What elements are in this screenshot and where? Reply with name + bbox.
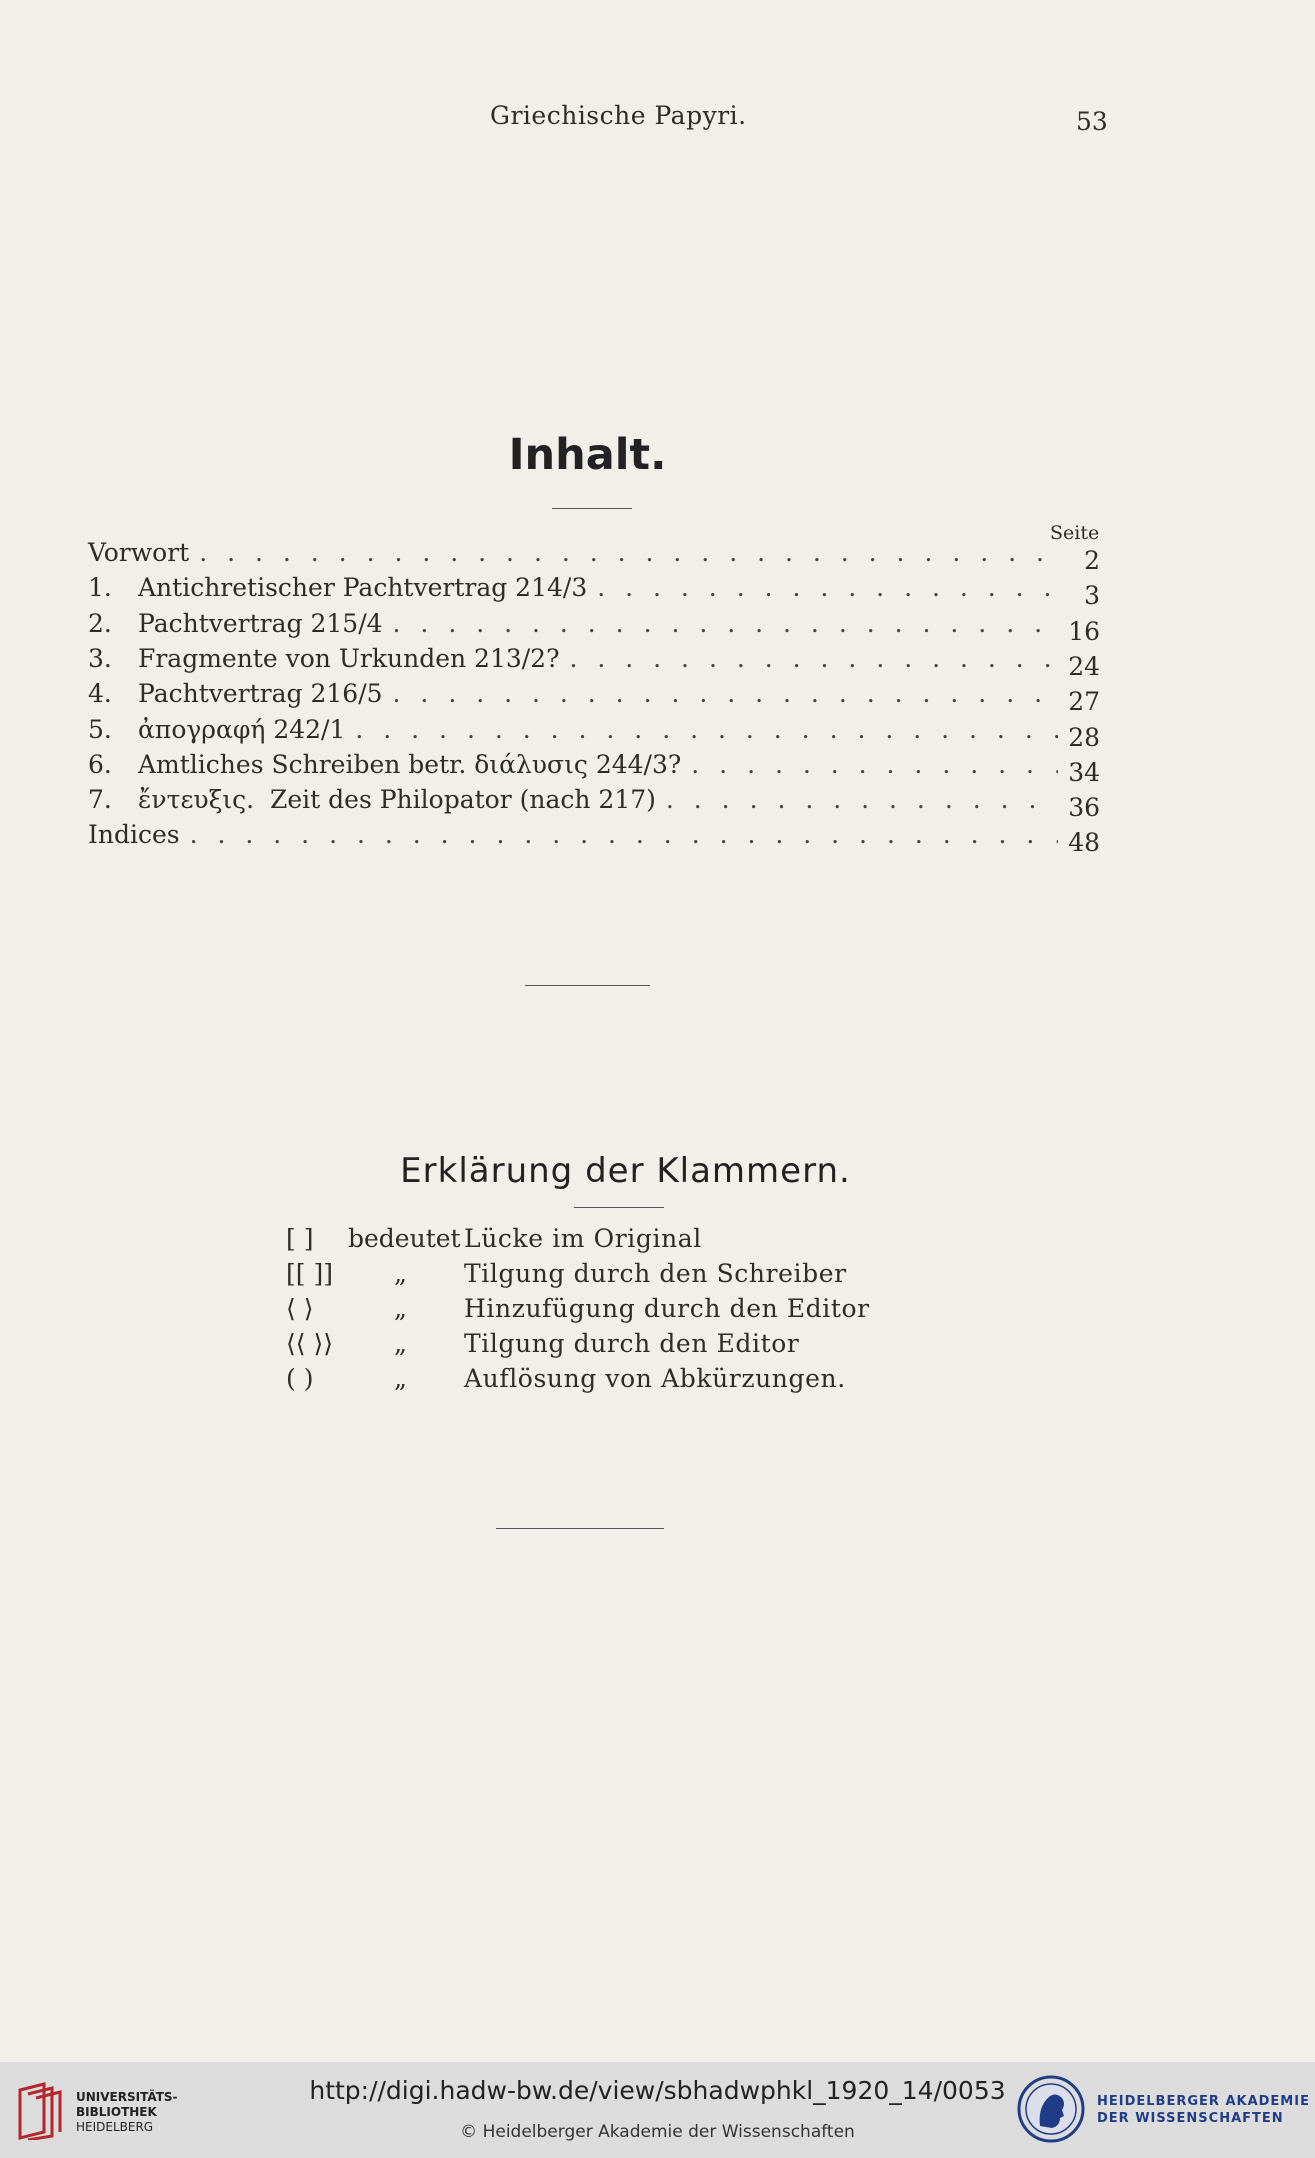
legend-verb: bedeutet <box>348 1224 461 1253</box>
academy-name-line: DER WISSENSCHAFTEN <box>1097 2111 1284 2126</box>
leader-dots <box>355 715 1058 744</box>
toc-entry <box>88 715 1100 752</box>
toc-entry-title: Antichretischer Pachtvertrag 214/3 <box>138 573 588 602</box>
ditto-mark: „ <box>394 1364 407 1393</box>
legend-row <box>286 1364 886 1399</box>
toc-entry-page: 27 <box>1068 687 1100 716</box>
ditto-mark: „ <box>394 1259 407 1288</box>
toc-entry-number: 2. <box>88 609 112 638</box>
leader-dots <box>597 573 1058 602</box>
toc-entry-title: ἔντευξις. Zeit des Philopator (nach 217) <box>138 785 656 814</box>
toc-entry-page: 2 <box>1084 546 1100 575</box>
toc-entry-title: Indices <box>88 820 180 849</box>
toc-entry-page: 34 <box>1068 758 1100 787</box>
toc-entry-title: ἀπογραφή 242/1 <box>138 715 346 744</box>
page-column-label: Seite <box>1050 522 1100 544</box>
library-name-line: HEIDELBERG <box>76 2120 154 2134</box>
page-number: 53 <box>1076 107 1108 136</box>
ditto-mark: „ <box>394 1329 407 1358</box>
leader-dots <box>691 750 1058 779</box>
toc-entry-number: 5. <box>88 715 112 744</box>
legend-description: Hinzufügung durch den Editor <box>464 1294 870 1323</box>
toc-entry <box>88 750 1100 787</box>
legend-description: Lücke im Original <box>464 1224 702 1253</box>
legend-description: Tilgung durch den Editor <box>464 1329 800 1358</box>
legend-row <box>286 1259 886 1294</box>
toc-entry <box>88 538 1100 575</box>
toc-entry-page: 24 <box>1068 652 1100 681</box>
toc-entry-number: 3. <box>88 644 112 673</box>
toc-entry-page: 3 <box>1084 581 1100 610</box>
toc-entry <box>88 820 1100 857</box>
leader-dots <box>199 538 1058 567</box>
heading-rule <box>574 1207 664 1208</box>
toc-entry-number: 6. <box>88 750 112 779</box>
academy-seal-icon <box>1016 2074 1086 2144</box>
toc-entry-title: Vorwort <box>88 538 190 567</box>
leader-dots <box>393 609 1058 638</box>
leader-dots <box>393 679 1058 708</box>
legend-row <box>286 1294 886 1329</box>
toc-entry <box>88 609 1100 646</box>
toc-entry-page: 48 <box>1068 828 1100 857</box>
toc-entry-title: Pachtvertrag 216/5 <box>138 679 383 708</box>
viewer-footer <box>0 2062 1315 2158</box>
library-name-line: BIBLIOTHEK <box>76 2105 157 2119</box>
toc-entry <box>88 573 1100 610</box>
bracket-symbol: ⟨ ⟩ <box>286 1294 314 1323</box>
bracket-symbol: ( ) <box>286 1364 314 1393</box>
ditto-mark: „ <box>394 1294 407 1323</box>
legend-description: Auflösung von Abkürzungen. <box>464 1364 846 1393</box>
toc-entry <box>88 679 1100 716</box>
permalink-url[interactable]: http://digi.hadw-bw.de/view/sbhadwphkl_1920_14/0053 <box>309 2076 1006 2105</box>
toc-entry-title: Pachtvertrag 215/4 <box>138 609 383 638</box>
toc-entry-title: Amtliches Schreiben betr. διάλυσις 244/3? <box>138 750 682 779</box>
legend-row <box>286 1329 886 1364</box>
legend-description: Tilgung durch den Schreiber <box>464 1259 847 1288</box>
contents-heading: Inhalt. <box>508 430 667 480</box>
section-divider <box>496 1528 664 1529</box>
toc-entry-title: Fragmente von Urkunden 213/2? <box>138 644 560 673</box>
section-divider <box>525 985 650 986</box>
bracket-symbol: [ ] <box>286 1224 314 1253</box>
leader-dots <box>666 785 1058 814</box>
toc-entry-number: 7. <box>88 785 112 814</box>
bracket-symbol: [[ ]] <box>286 1259 333 1288</box>
brackets-heading: Erklärung der Klammern. <box>400 1151 851 1191</box>
copyright-notice: © Heidelberger Akademie der Wissenschaften <box>460 2122 855 2142</box>
leader-dots <box>190 820 1058 849</box>
legend-row <box>286 1224 886 1259</box>
academy-name <box>1097 2093 1310 2127</box>
toc-entry-page: 16 <box>1068 617 1100 646</box>
toc-entry-page: 36 <box>1068 793 1100 822</box>
academy-name-line: HEIDELBERGER AKADEMIE <box>1097 2094 1310 2109</box>
toc-entry <box>88 785 1100 822</box>
toc-entry-number: 1. <box>88 573 112 602</box>
toc-entry-page: 28 <box>1068 723 1100 752</box>
toc-entry <box>88 644 1100 681</box>
running-title: Griechische Papyri. <box>490 101 747 130</box>
toc-entry-number: 4. <box>88 679 112 708</box>
bracket-symbol: ⟨⟨ ⟩⟩ <box>286 1329 333 1358</box>
heading-rule <box>552 508 632 509</box>
library-name-line: UNIVERSITÄTS- <box>76 2090 178 2104</box>
leader-dots <box>569 644 1058 673</box>
